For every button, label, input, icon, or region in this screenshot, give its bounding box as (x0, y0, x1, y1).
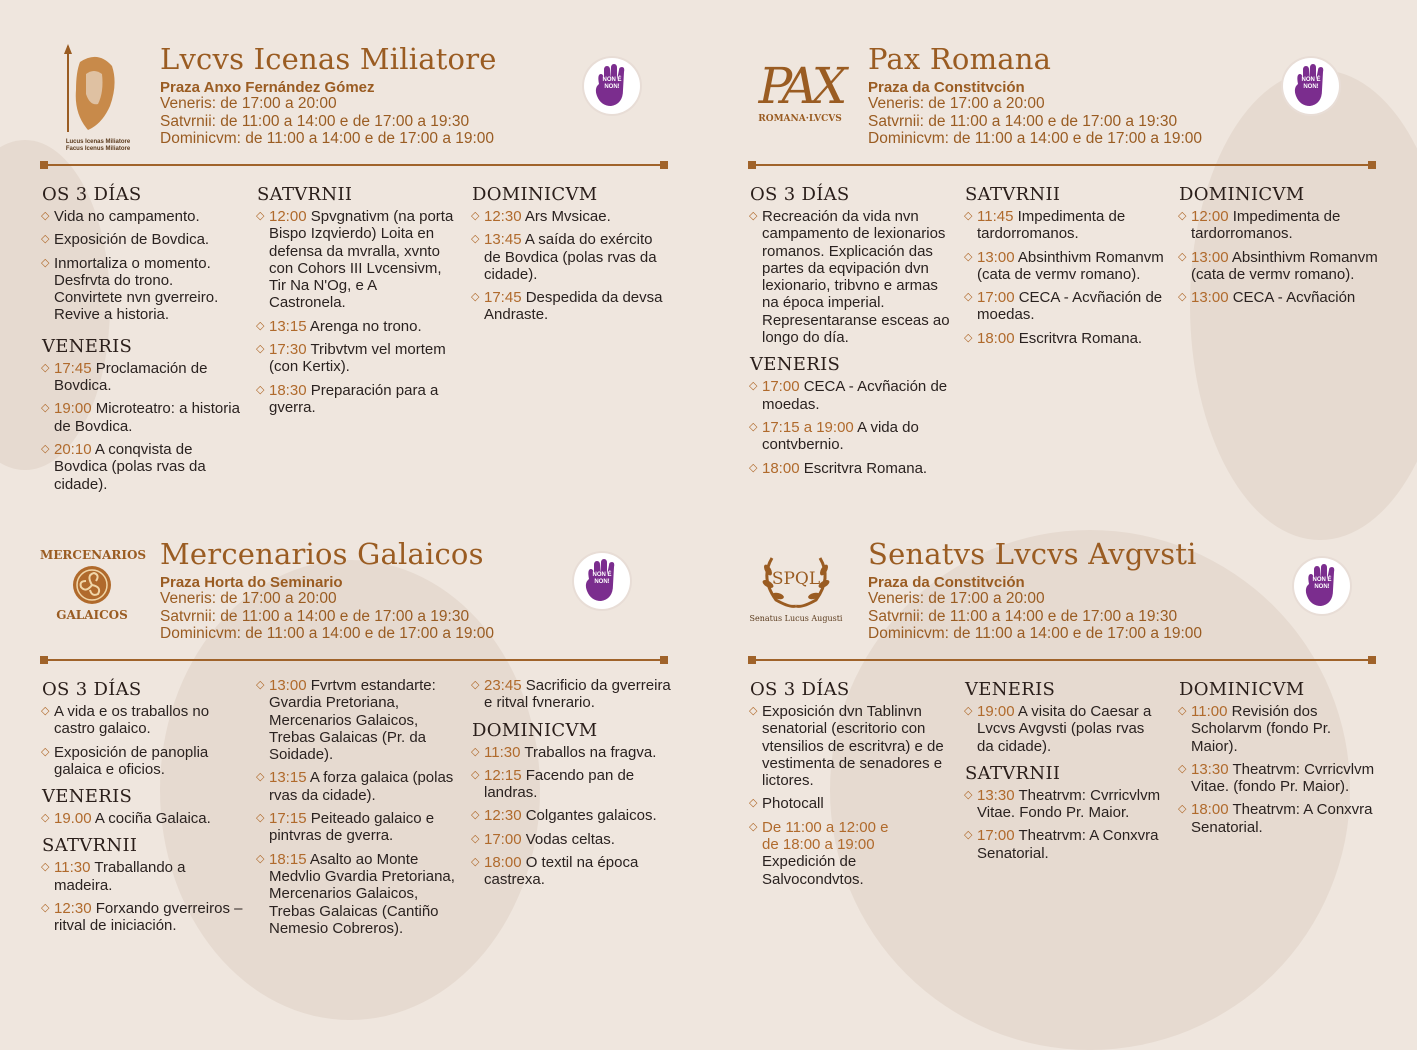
list-item (472, 289, 668, 324)
item-time: 18:00 (977, 329, 1015, 347)
item-text: Impedimenta de tardorromanos. (1191, 208, 1341, 243)
hours-dominicvm: Dominicvm: de 11:00 a 14:00 e de 17:00 a 19:00 (160, 625, 495, 642)
item-text: Inmortaliza o momento. Desfrvta do trono. Convirtete nvn gverreiro. Revive a historia. (54, 254, 219, 324)
item-text: Microteatro: a historia de Bovdica. (54, 400, 240, 435)
list-item (42, 900, 247, 935)
list-item (472, 807, 672, 824)
item-text: Peiteado galaico e pintvras de gverra. (269, 810, 435, 845)
item-text: CECA - Acvñación de moedas. (762, 378, 948, 413)
panel-title-mercenarios: Mercenarios Galaicos (160, 537, 484, 571)
item-text: Ars Mvsicae. (524, 208, 611, 225)
item-text: Escritvra Romana. (1018, 329, 1143, 347)
item-time: 12:00 (1191, 208, 1229, 225)
list-item (750, 208, 950, 346)
icenas-logo-text: Lucus Icenas Miliatore Facus Icenus Miliatore (65, 139, 131, 152)
item-text: Absinthivm Romanvm (cata de vermv romano). (1191, 248, 1378, 283)
item-time: 13:15 (269, 769, 307, 787)
item-text: CECA - Acvñación (1232, 289, 1356, 307)
list-item (42, 744, 247, 779)
icenas-logo (58, 44, 138, 152)
badge-text: NON É NON! (1312, 577, 1332, 590)
hours-veneris: Veneris: de 17:00 a 20:00 (160, 95, 337, 112)
column-os3dias-icenas (42, 184, 242, 499)
item-text: Asalto ao Monte Medvlio Gvardia Pretoriana, Mercenarios Galaicos, Trebas Galaicas (Cantiño Nemesio Cobreros). (269, 850, 455, 937)
item-time: 12:30 (484, 807, 522, 825)
heading-veneris: VENERIS (42, 335, 133, 357)
panel-hours-icenas (160, 95, 494, 148)
list-item (965, 827, 1165, 862)
list-item (750, 795, 950, 812)
item-time: 12:15 (484, 766, 522, 784)
panel-title-pax: Pax Romana (868, 42, 1052, 76)
item-text: Facendo pan de landras. (484, 766, 635, 802)
section-rule (750, 659, 1374, 661)
item-time: 18:30 (269, 381, 307, 399)
section-rule (42, 164, 666, 166)
list-item (257, 382, 457, 417)
item-text: Escritvra Romana. (803, 459, 928, 477)
item-text: A vida e os traballos no castro galaico. (54, 703, 210, 738)
heading-dominicvm: DOMINICVM (472, 719, 598, 741)
panel-place-pax: Praza da Constitvción (868, 79, 1025, 96)
item-time: 17:00 (762, 378, 800, 396)
list-item (1179, 249, 1379, 284)
item-text: Photocall (762, 795, 824, 813)
list-item (42, 400, 242, 435)
hours-dominicvm: Dominicvm: de 11:00 a 14:00 e de 17:00 a 19:00 (868, 130, 1203, 147)
list-item (42, 208, 242, 225)
list-item (42, 859, 247, 894)
item-time: 13:00 (977, 248, 1015, 266)
hours-dominicvm: Dominicvm: de 11:00 a 14:00 e de 17:00 a 19:00 (160, 130, 495, 147)
list-item (257, 851, 462, 937)
heading-os3dias: OS 3 DÍAS (42, 679, 142, 700)
item-text: Spvgnativm (na porta Bispo Izqvierdo) Loita en defensa da mvralla, xvnto con Cohors III Lvcensivm, Tir Na N'Og, e A Castronela. (269, 208, 454, 312)
item-time: De 11:00 a 12:00 e de 18:00 a 19:00 (762, 818, 889, 854)
heading-dominicvm: DOMINICVM (1179, 184, 1305, 205)
item-time: 17:00 (977, 289, 1015, 307)
item-text: Tribvtvm vel mortem (con Kertix). (269, 341, 446, 376)
item-time: 19:00 (54, 400, 92, 418)
item-text: Theatrvm: A Conxvra Senatorial. (977, 827, 1159, 862)
column-dominicvm-pax (1179, 184, 1379, 312)
heading-os3dias: OS 3 DÍAS (42, 184, 142, 205)
heading-satvrnii: SATVRNII (965, 184, 1061, 205)
item-time: 13:45 (484, 231, 522, 249)
badge-text: NON É NON! (592, 572, 612, 585)
list-item (750, 703, 950, 789)
list-item (965, 249, 1165, 284)
non-e-non-badge (1294, 558, 1350, 614)
list-item (965, 787, 1165, 822)
item-time: 12:30 (484, 208, 522, 225)
heading-veneris: VENERIS (965, 679, 1056, 700)
list-item (965, 289, 1165, 324)
column-2-mercenarios (257, 677, 462, 943)
item-text: Forxando gverreiros – ritval de iniciación. (54, 900, 243, 935)
list-item (965, 208, 1165, 243)
panel-place-mercenarios: Praza Horta do Seminario (160, 574, 343, 591)
list-item (42, 441, 242, 493)
list-item (750, 419, 950, 454)
warrior-head-icon (58, 44, 138, 134)
item-text: Theatrvm: A Conxvra Senatorial. (1191, 801, 1373, 836)
list-item (257, 677, 462, 763)
item-time: 17:45 (484, 289, 522, 307)
mercenarios-logo-bottom: GALAICOS (56, 608, 128, 622)
list-item (42, 231, 242, 248)
item-time: 23:45 (484, 677, 522, 694)
list-item (257, 208, 457, 312)
list-item (1179, 289, 1379, 306)
list-item (472, 677, 672, 712)
item-time: 17:15 a 19:00 (762, 418, 854, 436)
item-time: 11:30 (484, 743, 521, 761)
item-text: Arenga no trono. (309, 317, 422, 335)
list-item (750, 819, 950, 888)
hours-dominicvm: Dominicvm: de 11:00 a 14:00 e de 17:00 a 19:00 (868, 625, 1203, 642)
column-veneris-satvrnii-senatvs (965, 679, 1165, 868)
item-text: A visita do Caesar a Lvcvs Avgvsti (polas rvas da cidade). (977, 703, 1152, 755)
item-time: 13:15 (269, 317, 307, 335)
item-text: Absinthivm Romanvm (cata de vermv romano). (977, 248, 1164, 283)
list-item (257, 318, 457, 335)
item-time: 11:45 (977, 208, 1014, 225)
hours-satvrnii: Satvrnii: de 11:00 a 14:00 e de 17:00 a 19:30 (160, 607, 470, 625)
heading-os3dias: OS 3 DÍAS (750, 679, 850, 700)
item-time: 13:00 (269, 677, 307, 694)
item-time: 19:00 (977, 703, 1015, 720)
list-item (257, 810, 462, 845)
item-text: Preparación para a gverra. (269, 381, 439, 416)
non-e-non-badge (574, 553, 630, 609)
panel-place-senatvs: Praza da Constitvción (868, 574, 1025, 591)
triskele-icon (70, 564, 114, 606)
item-text: A conqvista de Bovdica (polas rvas da cidade). (54, 440, 206, 493)
column-dominicvm-icenas (472, 184, 668, 330)
section-rule (42, 659, 666, 661)
panel-title-senatvs: Senatvs Lvcvs Avgvsti (868, 537, 1197, 571)
hours-satvrnii: Satvrnii: de 11:00 a 14:00 e de 17:00 a 19:30 (160, 112, 470, 130)
item-time: 18:00 (484, 854, 522, 872)
item-time: 13:30 (1191, 760, 1229, 778)
item-time: 17:00 (484, 830, 522, 848)
item-text: Exposición dvn Tablinvn senatorial (escritorio con vtensilios de escritvra) e de vestimenta de senadores e lictores. (762, 703, 944, 790)
list-item (42, 810, 247, 827)
heading-satvrnii: SATVRNII (42, 835, 138, 857)
item-time: 11:00 (1191, 703, 1228, 720)
column-1-mercenarios (42, 679, 247, 941)
item-text: Despedida da devsa Andraste. (484, 289, 663, 324)
heading-dominicvm: DOMINICVM (1179, 679, 1305, 700)
pax-logo-letters: PAX (758, 57, 842, 115)
item-text: Theatrvm: Cvrricvlvm Vitae. (fondo Pr. Maior). (1191, 760, 1375, 796)
list-item (472, 767, 672, 802)
item-text: Traballando a madeira. (54, 859, 186, 894)
list-item (472, 744, 672, 761)
item-time: 13:00 (1191, 248, 1229, 266)
list-item (1179, 703, 1379, 755)
item-text: A forza galaica (polas rvas da cidade). (269, 769, 454, 804)
item-text: CECA - Acvñación de moedas. (977, 289, 1163, 324)
item-time: 18:00 (1191, 801, 1229, 819)
spql-logo-letters: SPQL (771, 569, 821, 589)
item-text: Proclamación de Bovdica. (54, 359, 208, 395)
list-item (472, 854, 672, 889)
item-text: Sacrificio da gverreira e ritval fvnerario. (484, 677, 671, 712)
item-time: 17:00 (977, 827, 1015, 845)
item-time: 18:15 (269, 850, 307, 868)
item-time: 17:30 (269, 341, 307, 359)
list-item (42, 703, 247, 738)
non-e-non-badge (1283, 58, 1339, 114)
list-item (1179, 208, 1379, 243)
list-item (42, 360, 242, 395)
column-3-mercenarios (472, 677, 672, 895)
spql-logo-sub: Senatus Lucus Augusti (749, 614, 843, 623)
panel-place-icenas: Praza Anxo Fernández Gómez (160, 79, 375, 96)
hours-veneris: Veneris: de 17:00 a 20:00 (868, 590, 1045, 607)
item-text: Theatrvm: Cvrricvlvm Vitae. Fondo Pr. Maior. (977, 786, 1161, 822)
list-item (1179, 801, 1379, 836)
item-time: 11:30 (54, 859, 91, 877)
item-text: Revisión dos Scholarvm (fondo Pr. Maior). (1191, 703, 1332, 755)
item-time: 18:00 (762, 459, 800, 477)
item-text: Exposición de panoplia galaica e oficios. (54, 743, 209, 778)
list-item (257, 769, 462, 804)
item-time: 13:30 (977, 786, 1015, 804)
panel-hours-senatvs (868, 590, 1202, 643)
item-text: Fvrtvm estandarte: Gvardia Pretoriana, Mercenarios Galaicos, Trebas Galaicas (Pr. da Soidade). (269, 677, 436, 764)
hours-satvrnii: Satvrnii: de 11:00 a 14:00 e de 17:00 a 19:30 (868, 607, 1178, 625)
badge-text: NON É NON! (602, 77, 622, 90)
item-text: Vida no campamento. (54, 208, 200, 225)
column-satvrnii-pax (965, 184, 1165, 353)
pax-logo-sub: ROMANA·LVCVS (758, 114, 842, 124)
heading-os3dias: OS 3 DÍAS (750, 184, 850, 205)
pax-romana-logo (752, 58, 848, 138)
item-text: A cociña Galaica. (94, 810, 211, 828)
list-item (750, 460, 950, 477)
item-text: A vida do contvbernio. (762, 418, 919, 454)
item-text: Traballos na fragva. (524, 743, 657, 761)
list-item (472, 208, 668, 225)
item-time: 20:10 (54, 440, 92, 458)
laurel-wreath-icon (756, 548, 836, 610)
column-os3dias-pax (750, 184, 950, 483)
panel-hours-mercenarios (160, 590, 494, 643)
spql-logo (748, 548, 844, 632)
item-text: Recreación da vida nvn campamento de lexionarios romanos. Explicación das partes da eqvipación dvn lexionario, tribvno e armas na época imperial. Representaranse esceas ao longo do día. (762, 208, 950, 347)
panel-hours-pax (868, 95, 1202, 148)
item-time: 19.00 (54, 810, 92, 828)
column-dominicvm-senatvs (1179, 679, 1379, 842)
list-item (1179, 761, 1379, 796)
list-item (472, 831, 672, 848)
column-satvrnii-icenas (257, 184, 457, 422)
panel-title-icenas: Lvcvs Icenas Miliatore (160, 42, 497, 76)
badge-text: NON É NON! (1301, 77, 1321, 90)
column-os3dias-senatvs (750, 679, 950, 894)
item-time: 13:00 (1191, 289, 1229, 307)
item-text: Colgantes galaicos. (525, 807, 657, 825)
list-item (42, 255, 242, 324)
item-text: Expedición de Salvocondvtos. (762, 853, 864, 888)
item-time: 12:00 (269, 208, 307, 225)
heading-veneris: VENERIS (750, 354, 841, 376)
item-text: A saída do exército de Bovdica (polas rvas da cidade). (484, 231, 657, 283)
list-item (965, 703, 1165, 755)
heading-dominicvm: DOMINICVM (472, 184, 598, 205)
item-text: Vodas celtas. (525, 830, 615, 848)
heading-satvrnii: SATVRNII (257, 184, 353, 205)
hours-satvrnii: Satvrnii: de 11:00 a 14:00 e de 17:00 a 19:30 (868, 112, 1178, 130)
item-time: 17:45 (54, 359, 92, 377)
list-item (750, 378, 950, 413)
list-item (965, 330, 1165, 347)
list-item (472, 231, 668, 283)
mercenarios-logo (40, 548, 147, 632)
heading-satvrnii: SATVRNII (965, 762, 1061, 784)
item-time: 12:30 (54, 900, 92, 918)
heading-veneris: VENERIS (42, 786, 133, 808)
item-text: O textil na época castrexa. (484, 854, 639, 889)
item-time: 17:15 (269, 810, 307, 828)
hours-veneris: Veneris: de 17:00 a 20:00 (160, 590, 337, 607)
item-text: Impedimenta de tardorromanos. (977, 208, 1126, 243)
non-e-non-badge (584, 58, 640, 114)
list-item (257, 341, 457, 376)
item-text: Exposición de Bovdica. (54, 231, 210, 249)
section-rule (750, 164, 1374, 166)
hours-veneris: Veneris: de 17:00 a 20:00 (868, 95, 1045, 112)
mercenarios-logo-top: MERCENARIOS (40, 548, 147, 562)
